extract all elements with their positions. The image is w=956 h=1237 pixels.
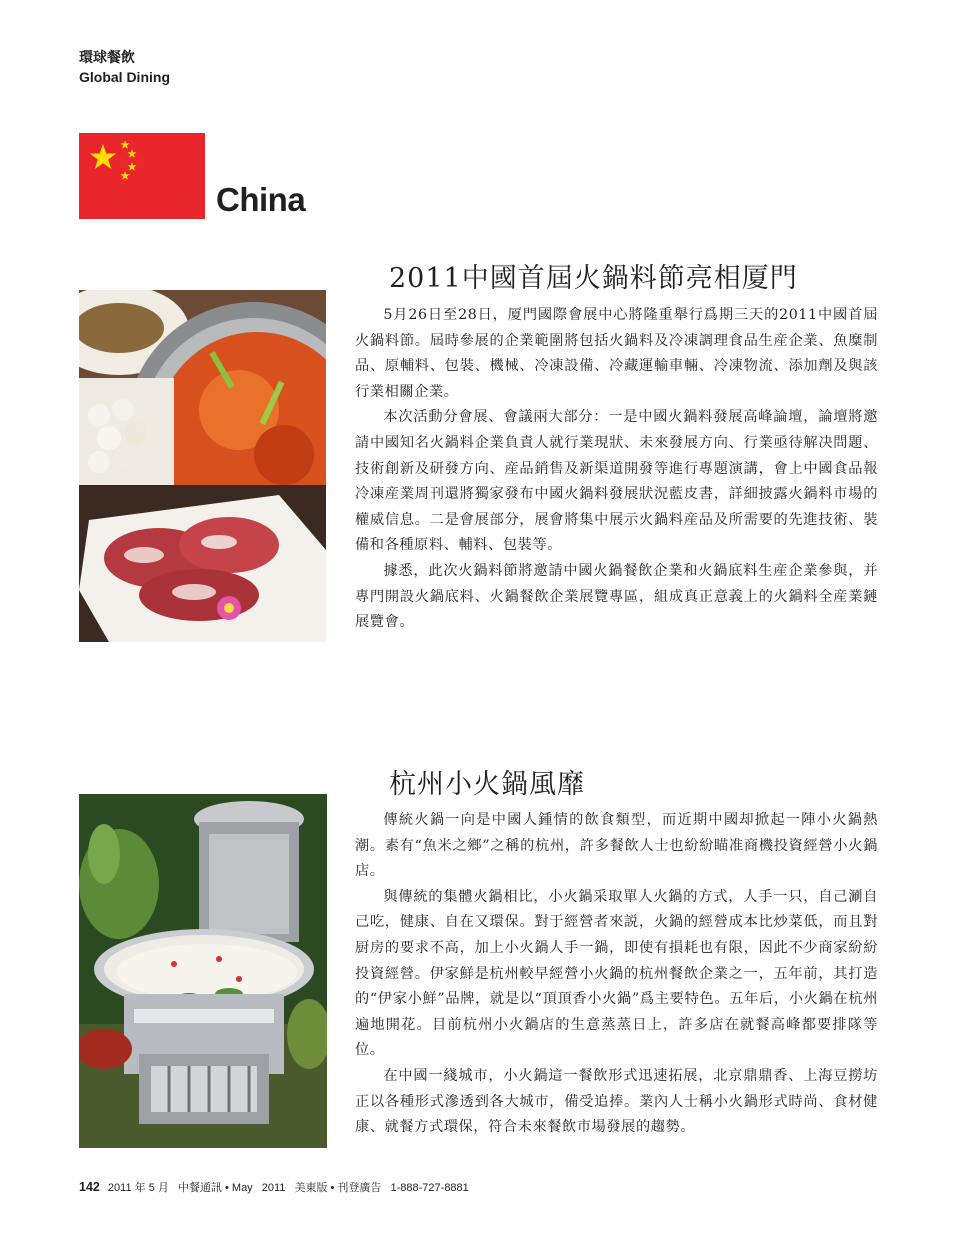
article-2-paragraph-2: 與傳統的集體火鍋相比，小火鍋采取單人火鍋的方式，人手一只，自己涮自己吃，健康、自在又環保。對于經營者來説，火鍋的經營成本比炒菜低，而且對厨房的要求不高，加上小火鍋人手一鍋，即使有損耗也有限，因此不少商家紛紛投資經營。伊家鮮是杭州較早經營小火鍋的杭州餐飲企業之一，五年前，其打造的“伊家小鮮”品牌，就是以“頂頂香小火鍋”爲主要特色。五年后，小火鍋在杭州遍地開花。目前杭州小火鍋店的生意蒸蒸日上，許多店在就餐高峰都要排隊等位。 xyxy=(355,888,878,1059)
article-1-paragraph-2: 本次活動分會展、會議兩大部分：一是中國火鍋料發展高峰論壇，論壇將邀請中國知名火鍋料企業負責人就行業現狀、未來發展方向、行業亟待解决問題、技術創新及研發方向、産品銷售及新渠道開發等進行專題演講，會上中國食品報冷凍産業周刊還將獨家發布中國火鍋料發展狀況藍皮書，詳細披露火鍋料市場的權威信息。二是會展部分，展會將集中展示火鍋料産品及所需要的先進技術、裝備和各種原料、輔料、包裝等。 xyxy=(355,409,878,554)
article-title-2: 杭州小火鍋風靡 xyxy=(389,769,585,800)
footer-date: 2011 年 5 月 xyxy=(107,1182,169,1194)
china-flag-icon xyxy=(79,133,205,219)
article-2-paragraph-1: 傳統火鍋一向是中國人鍾情的飲食類型，而近期中國却掀起一陣小火鍋熱潮。素有“魚米之鄉”之稱的杭州，許多餐飲人士也紛紛瞄准商機投資經營小火鍋店。 xyxy=(355,812,878,880)
country-title: China xyxy=(216,181,306,218)
section-title-en: Global Dining xyxy=(79,69,170,85)
article-1-paragraph-3: 據悉，此次火鍋料節將邀請中國火鍋餐飲企業和火鍋底料生産企業參與，并專門開設火鍋底料、火鍋餐飲企業展覽專區，組成真正意義上的火鍋料全産業鏈展覽會。 xyxy=(355,562,878,631)
article-body-2 xyxy=(355,808,878,1141)
page-number: 142 xyxy=(79,1180,100,1194)
article-1-paragraph-1: 5月26日至28日，厦門國際會展中心將隆重舉行爲期三天的2011中國首屆火鍋料節。屆時參展的企業範圍將包括火鍋料及冷凍調理食品生産企業、魚糜制品、原輔料、包裝、機械、冷凍設備、冷藏運輸車輛、冷凍物流、添加劑及與該行業相關企業。 xyxy=(355,307,878,400)
footer-publication: 中餐通訊 • May xyxy=(177,1182,253,1194)
page-footer xyxy=(79,1180,475,1195)
footer-year: 2011 xyxy=(261,1182,286,1194)
footer-edition: 美東版 • 刊登廣告 xyxy=(294,1182,382,1194)
hotpot-ingredients-photo xyxy=(79,290,326,642)
footer-phone: 1-888-727-8881 xyxy=(390,1182,469,1194)
article-2-paragraph-3: 在中國一綫城市，小火鍋這一餐飲形式迅速拓展，北京鼎鼎香、上海豆撈坊正以各種形式滲透到各大城市，備受追捧。業內人士稱小火鍋形式時尚、食材健康、就餐方式環保，符合未來餐飲市場發展的趨勢。 xyxy=(355,1067,878,1136)
article-title-1: 2011中國首屆火鍋料節亮相厦門 xyxy=(389,263,798,294)
section-title-zh: 環球餐飲 xyxy=(79,50,135,66)
article-body-1 xyxy=(355,303,878,636)
small-hotpot-photo xyxy=(79,794,327,1148)
